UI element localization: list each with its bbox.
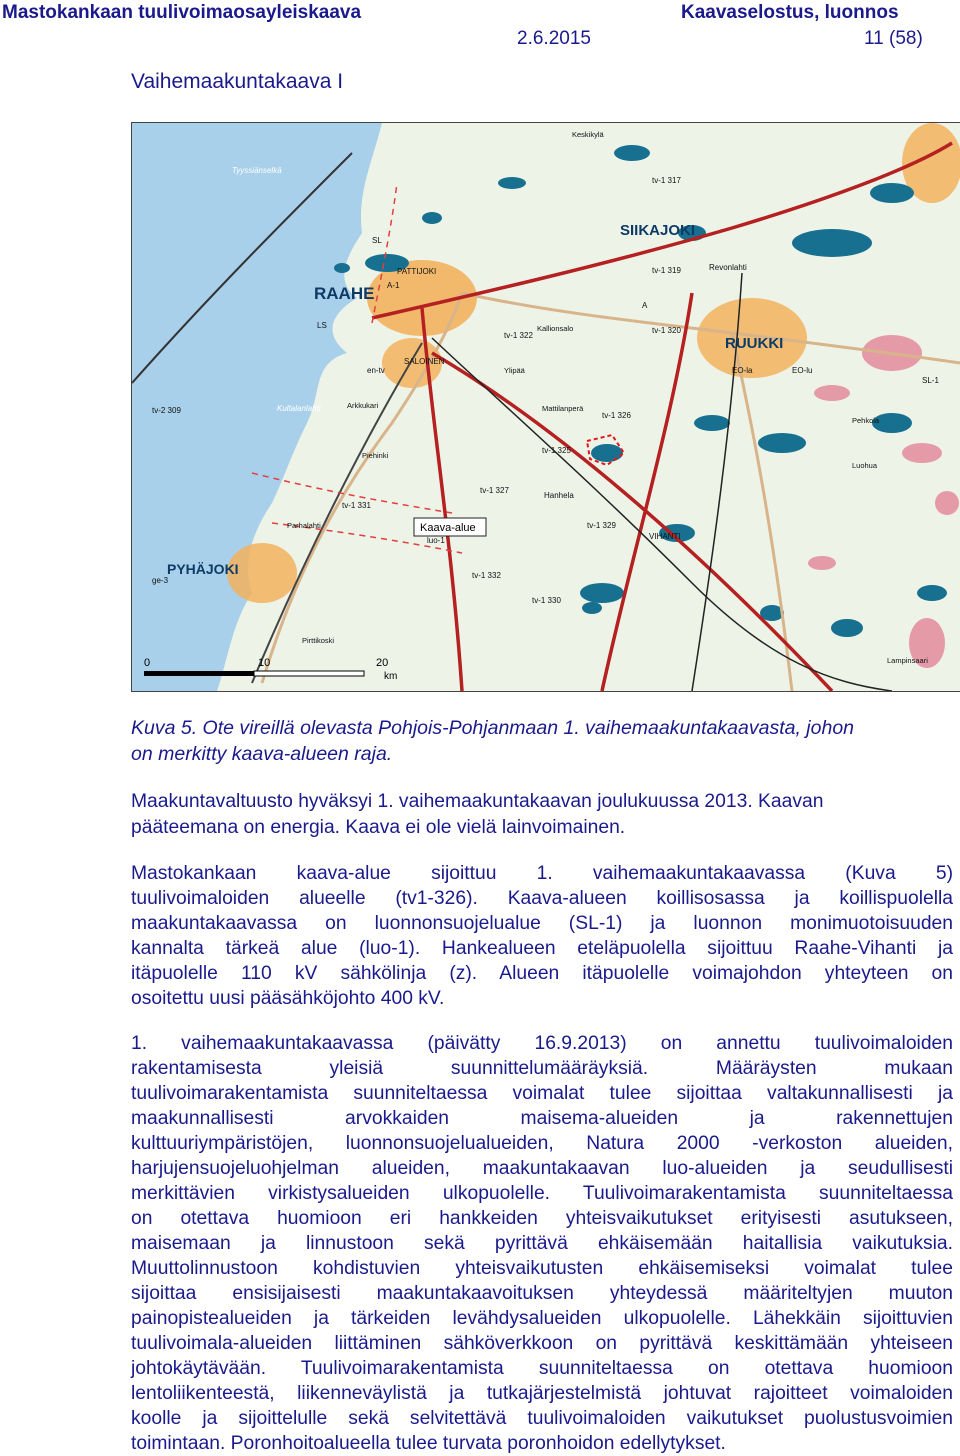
paragraph-line: sijoittaa ensisijaisesti maakuntakaavoituksen yhteydessä määriteltyjen muuton [131, 1283, 953, 1304]
svg-text:tv-1 330: tv-1 330 [532, 596, 561, 605]
svg-text:tv-1 331: tv-1 331 [342, 501, 371, 510]
svg-text:Keskikylä: Keskikylä [572, 130, 604, 139]
paragraph-line: 1. vaihemaakuntakaavassa (päivätty 16.9.2013) on annettu tuulivoimaloiden [131, 1033, 953, 1054]
paragraph-line: painopistealueiden ja tärkeiden levähdysalueiden ulkopuolelle. Lähekkäin sijoittuvien [131, 1308, 953, 1329]
svg-text:PATTIJOKI: PATTIJOKI [397, 267, 437, 276]
map-label-raahe: RAAHE [314, 284, 375, 303]
svg-text:km: km [384, 671, 398, 682]
figure-caption [131, 715, 956, 767]
caption-line: on merkitty kaava-alueen raja. [131, 743, 393, 765]
paragraph-line: kulttuuriympäristöjen, luonnonsuojelualueiden, Natura 2000 -verkoston alueiden, [131, 1133, 953, 1154]
header-page-number: 11 (58) [864, 28, 923, 49]
svg-text:Luohua: Luohua [852, 461, 878, 470]
svg-text:10: 10 [258, 657, 271, 669]
svg-text:ge-3: ge-3 [152, 576, 169, 585]
svg-text:tv-1 326: tv-1 326 [602, 411, 631, 420]
map-label-ruukki: RUUKKI [725, 335, 784, 352]
svg-text:Pehkola: Pehkola [852, 416, 880, 425]
svg-text:Revonlahti: Revonlahti [709, 263, 747, 272]
svg-text:en-tv: en-tv [367, 366, 385, 375]
svg-text:A-1: A-1 [387, 281, 400, 290]
svg-text:EO-lu: EO-lu [792, 366, 813, 375]
svg-text:Ylipää: Ylipää [504, 366, 525, 375]
paragraph-line: maakunnallisesti arvokkaiden maisema-alueiden ja rakennettujen [131, 1108, 953, 1129]
paragraph-line: on otettava huomioon eri hankkeiden yhteisvaikutukset erityisesti asutukseen, [131, 1208, 953, 1229]
svg-text:tv-2 309: tv-2 309 [152, 406, 181, 415]
paragraph-line: maakuntakaavassa on luonnonsuojelualue (SL-1) ja luonnon monimuotoisuuden [131, 913, 953, 934]
svg-text:tv-1 317: tv-1 317 [652, 176, 681, 185]
paragraph-line: harjujensuojeluohjelman alueiden, maakuntakaavan luo-alueiden ja seudullisesti [131, 1158, 953, 1179]
section-title: Vaihemaakuntakaava I [131, 70, 344, 93]
paragraph-line: johtokäytävään. Tuulivoimarakentamista suunniteltaessa on otettava huomioon [131, 1358, 953, 1379]
svg-text:VIHANTI: VIHANTI [649, 532, 681, 541]
paragraph-line: tuulivoimaloiden alueelle (tv1-326). Kaava-alueen koillisosassa ja koillispuolella [131, 888, 953, 909]
regional-plan-map [131, 122, 960, 692]
header-date: 2.6.2015 [517, 28, 591, 49]
svg-text:tv-1 327: tv-1 327 [480, 486, 509, 495]
svg-text:Parhalahti: Parhalahti [287, 521, 321, 530]
svg-text:SL: SL [372, 236, 382, 245]
paragraph-line: lentoliikenteestä, liikenneväylistä ja tutkajärjestelmistä johtuvat rajoitteet voimaloiden [131, 1383, 953, 1404]
svg-text:Tyyssiänselkä: Tyyssiänselkä [232, 166, 282, 175]
svg-text:A: A [642, 301, 648, 310]
header-right-title: Kaavaselostus, luonnos [681, 2, 899, 23]
svg-text:0: 0 [144, 657, 151, 669]
svg-text:tv-1 329: tv-1 329 [587, 521, 616, 530]
svg-text:Pirttikoski: Pirttikoski [302, 636, 335, 645]
paragraph-regulations [131, 1031, 953, 1456]
paragraph-line: tuulivoimarakentamista suunniteltaessa voimalat tulee sijoittaa valtakunnallisesti ja [131, 1083, 953, 1104]
svg-text:Kallionsalo: Kallionsalo [537, 324, 574, 333]
paragraph-line: rakentamisesta yleisiä suunnittelumääräyksiä. Määräysten mukaan [131, 1058, 953, 1079]
svg-text:SL-1: SL-1 [922, 376, 939, 385]
svg-text:tv-1 325: tv-1 325 [542, 446, 571, 455]
paragraph-line: Mastokankaan kaava-alue sijoittuu 1. vaihemaakuntakaavassa (Kuva 5) [131, 863, 953, 884]
svg-text:Hanhela: Hanhela [544, 491, 574, 500]
svg-text:SALOINEN: SALOINEN [404, 357, 445, 366]
svg-text:Kaava-alue: Kaava-alue [420, 522, 476, 534]
svg-text:20: 20 [376, 657, 389, 669]
paragraph-line: Muuttolinnustoon kohdistuvien yhteisvaikutusten ehkäisemiseksi voimalat tulee [131, 1258, 953, 1279]
caption-line: Kuva 5. Ote vireillä olevasta Pohjois-Pohjanmaan 1. vaihemaakuntakaavasta, johon [131, 717, 855, 739]
paragraph-line: merkittävien virkistysalueiden ulkopuolelle. Tuulivoimarakentamista suunniteltaessa [131, 1183, 953, 1204]
svg-text:Arkkukari: Arkkukari [347, 401, 379, 410]
svg-text:tv-1 322: tv-1 322 [504, 331, 533, 340]
paragraph-approval [131, 789, 953, 841]
svg-text:LS: LS [317, 321, 327, 330]
svg-text:Piehinki: Piehinki [362, 451, 389, 460]
paragraph-line: osoitettu uusi pääsähköjohto 400 kV. [131, 988, 445, 1009]
paragraph-line: Maakuntavaltuusto hyväksyi 1. vaihemaakuntakaavan joulukuussa 2013. Kaavan [131, 791, 824, 812]
svg-text:tv-1 319: tv-1 319 [652, 266, 681, 275]
header-left-title: Mastokankaan tuulivoimaosayleiskaava [2, 2, 362, 23]
svg-text:EO-la: EO-la [732, 366, 753, 375]
svg-text:Kultalanlahti: Kultalanlahti [277, 404, 321, 413]
paragraph-line: kannalta tärkeä alue (luo-1). Hankealueen eteläpuolella sijoittuu Raahe-Vihanti ja [131, 938, 953, 959]
paragraph-line: toimintaan. Poronhoitoalueella tulee turvata poronhoidon edellytykset. [131, 1433, 726, 1454]
map-label-siikajoki: SIIKAJOKI [620, 222, 696, 239]
map-image [132, 123, 960, 691]
paragraph-line: tuulivoimala-alueiden liittäminen sähköverkkoon on pyrittävä keskittämään yhteiseen [131, 1333, 953, 1354]
svg-text:tv-1 320: tv-1 320 [652, 326, 681, 335]
map-label-pyhajoki: PYHÄJOKI [167, 561, 239, 577]
paragraph-line: itäpuolelle 110 kV sähkölinja (z). Alueen itäpuolelle voimajohdon yhteyteen on [131, 963, 953, 984]
svg-text:tv-1 332: tv-1 332 [472, 571, 501, 580]
paragraph-plan-area [131, 861, 953, 1011]
paragraph-line: koolle ja sijoittelulle sekä selvitettävä tuulivoimaloiden vaikutukset puolustusvoimien [131, 1408, 953, 1429]
svg-text:Mattilanperä: Mattilanperä [542, 404, 584, 413]
paragraph-line: maisemaan ja linnustoon sekä pyrittävä ehkäisemään haitallisia vaikutuksia. [131, 1233, 953, 1254]
paragraph-line: pääteemana on energia. Kaava ei ole vielä lainvoimainen. [131, 817, 626, 838]
svg-text:Lampinsaari: Lampinsaari [887, 656, 928, 665]
svg-text:luo-1: luo-1 [427, 536, 445, 545]
